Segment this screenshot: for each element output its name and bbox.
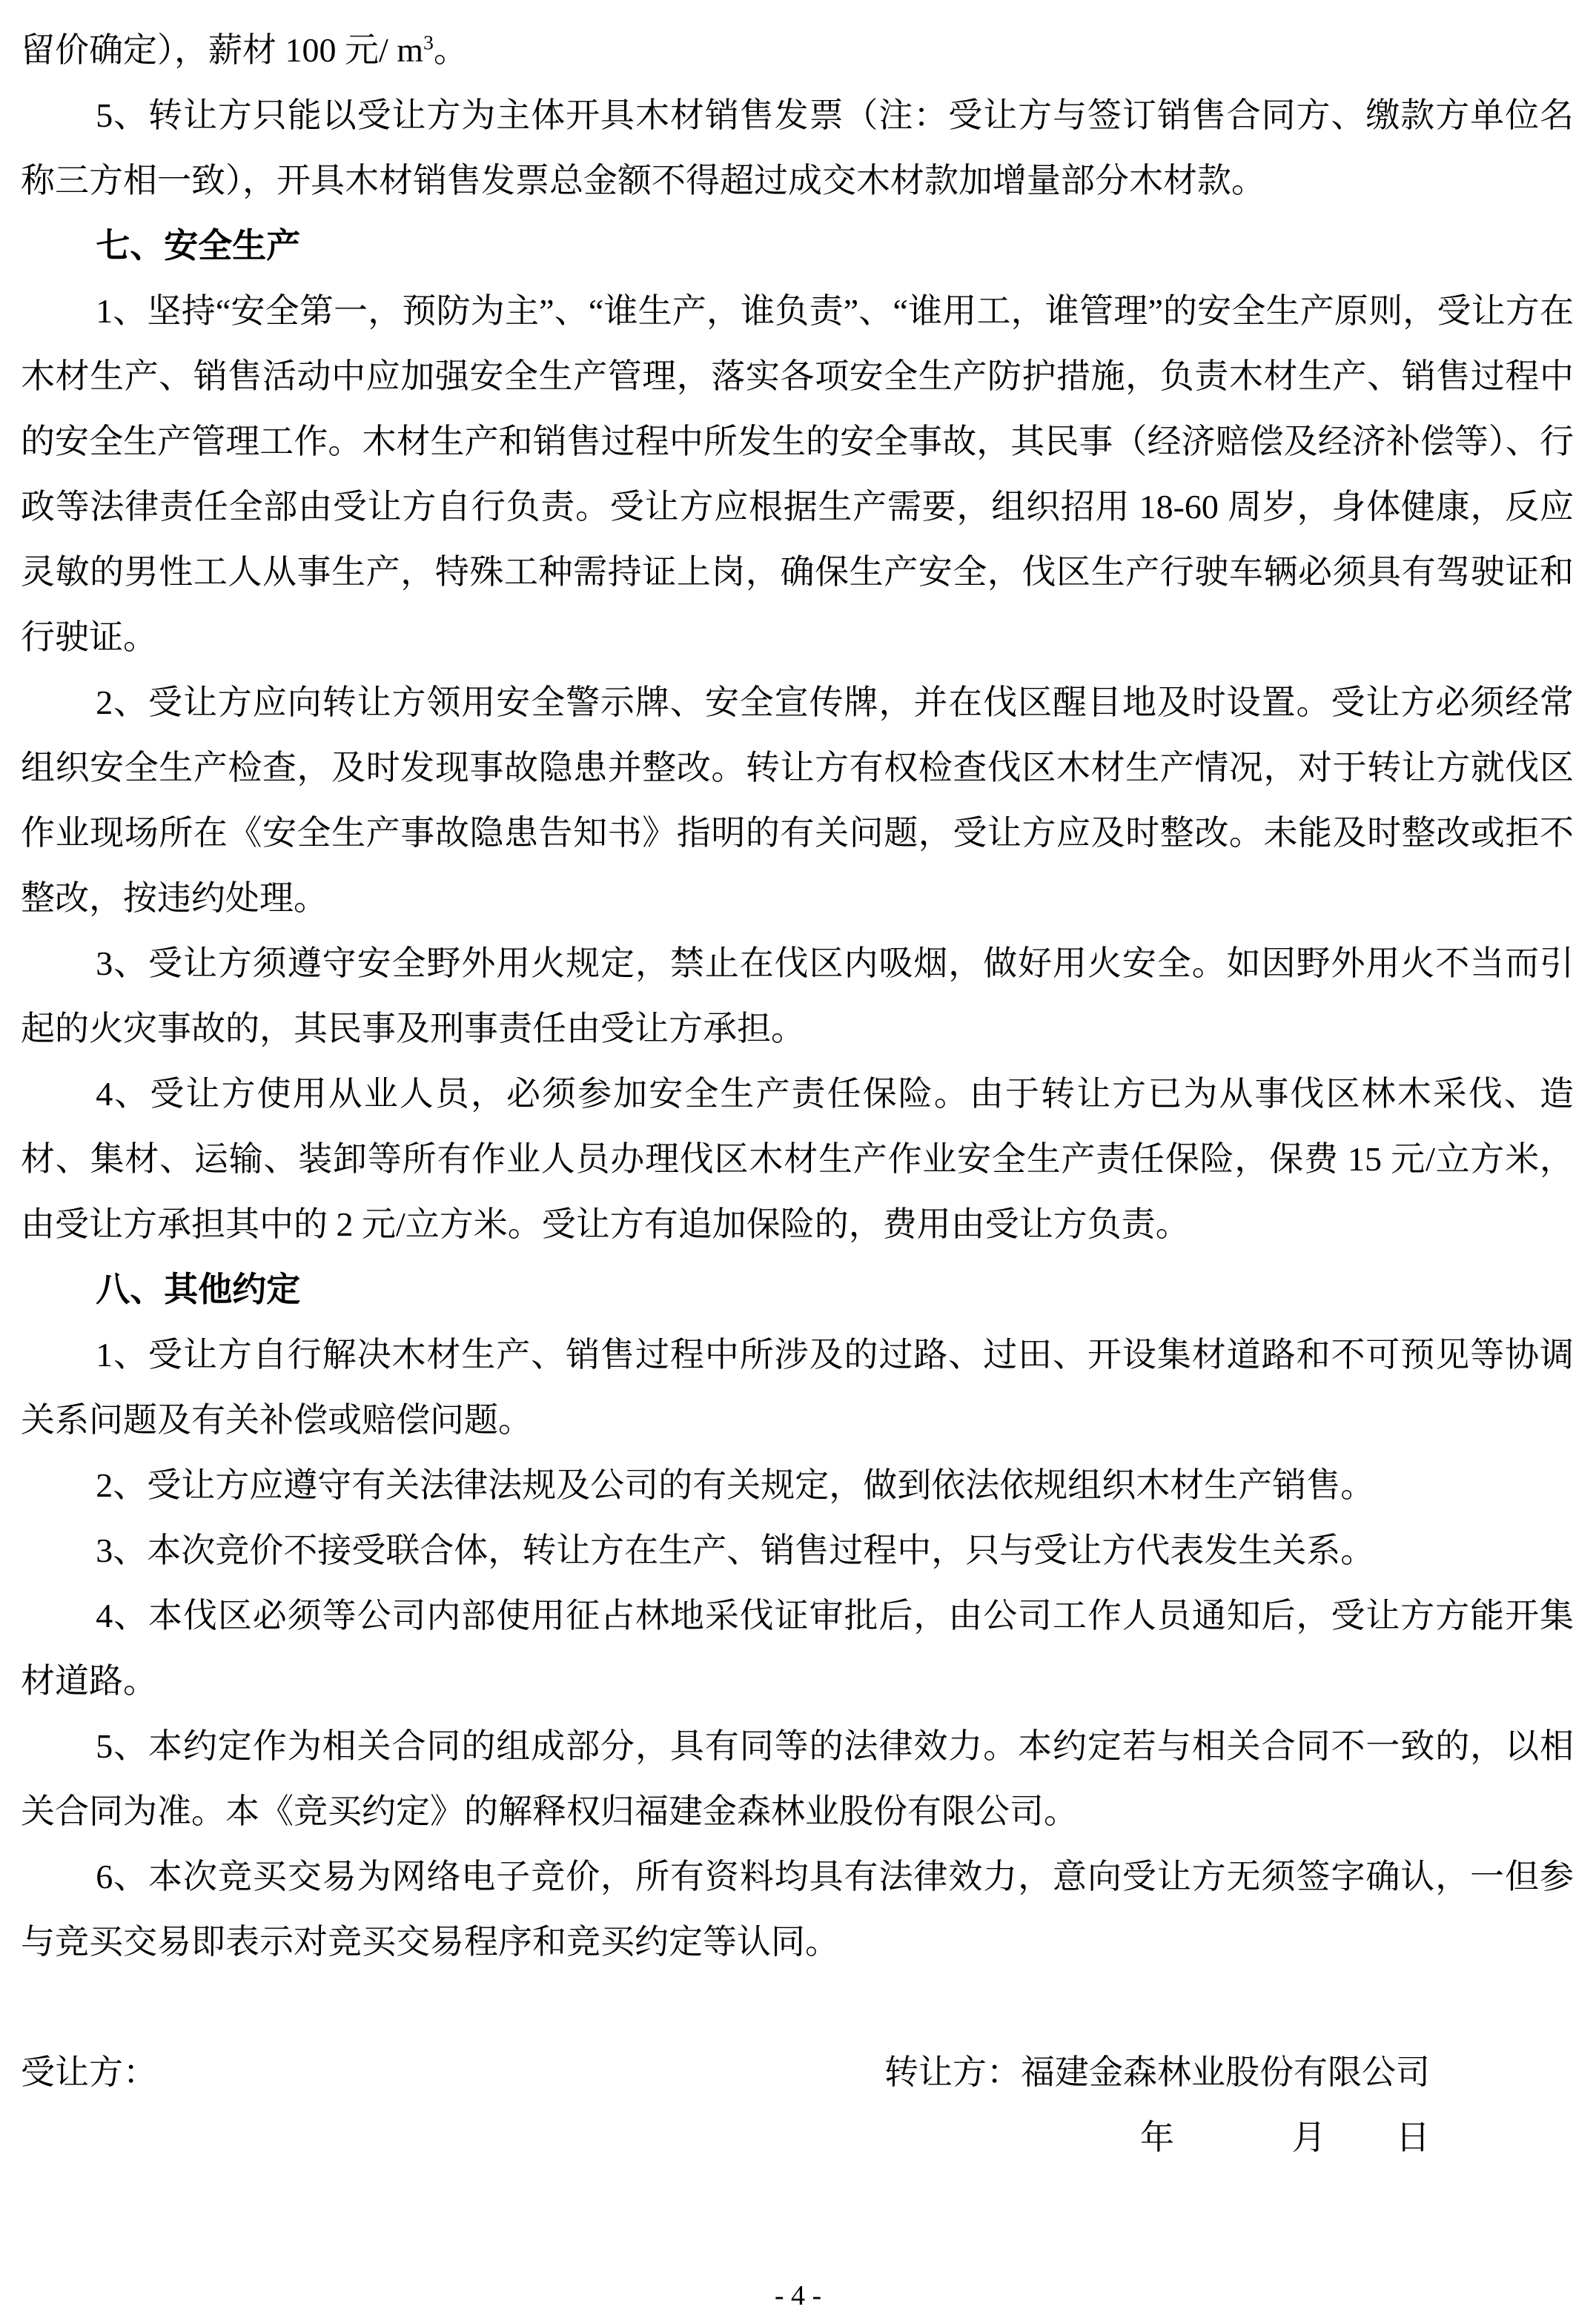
superscript-cubic: 3 [423,30,434,54]
transferee-signature-label: 受让方： [21,2053,157,2091]
paragraph-safety-principle: 1、坚持“安全第一，预防为主”、“谁生产，谁负责”、“谁用工，谁管理”的安全生产原则，受让方在木材生产、销售活动中应加强安全生产管理，落实各项安全生产防护措施，负责木材生产、销售过程中的安全生产管理工作。木材生产和销售过程中所发生的安全事故，其民事（经济赔偿及经济补偿等）、行政等法律责任全部由受让方自行负责。受让方应根据生产需要，组织招用 18-60 周岁，身体健康，反应灵敏的男性工人从事生产，特殊工种需持证上岗，确保生产安全，伐区生产行驶车辆必须具有驾驶证和行驶证。 [21,292,1574,656]
section-heading-safety-production: 七、安全生产 [96,227,301,265]
paragraph-continuation [21,18,1574,83]
signature-block [21,2040,1574,2170]
paragraph-logging-permit: 4、本伐区必须等公司内部使用征占林地采伐证审批后，由公司工作人员通知后，受让方方能开集材道路。 [21,1597,1574,1700]
date-year-label: 年 [1140,2119,1174,2156]
date-line [884,2105,1574,2170]
paragraph-legal-effect: 5、本约定作为相关合同的组成部分，具有同等的法律效力。本约定若与相关合同不一致的，以相关合同为准。本《竞买约定》的解释权归福建金森林业股份有限公司。 [21,1727,1574,1830]
paragraph-fire-safety: 3、受让方须遵守安全野外用火规定，禁止在伐区内吸烟，做好用火安全。如因野外用火不当而引起的火灾事故的，其民事及刑事责任由受让方承担。 [21,944,1574,1047]
date-month-label: 月 [1291,2119,1326,2156]
document-body [21,18,1574,2170]
transferor-signature-area [884,2040,1574,2170]
paragraph-no-consortium: 3、本次竞价不接受联合体，转让方在生产、销售过程中，只与受让方代表发生关系。 [96,1531,1375,1569]
paragraph-insurance: 4、受让方使用从业人员，必须参加安全生产责任保险。由于转让方已为从事伐区林木采伐、造材、集材、运输、装卸等所有作业人员办理伐区木材生产作业安全生产责任保险，保费 15 元/立方米，由受让方承担其中的 2 元/立方米。受让方有追加保险的，费用由受让方负责。 [21,1075,1574,1243]
transferor-signature-line: 转让方：福建金森林业股份有限公司 [884,2053,1430,2091]
paragraph-law-compliance: 2、受让方应遵守有关法律法规及公司的有关规定，做到依法依规组织木材生产销售。 [96,1466,1375,1504]
paragraph-text: 留价确定），薪材 100 元/ m [21,31,424,69]
page-number: - 4 - [774,2280,822,2312]
section-heading-other-agreements: 八、其他约定 [96,1271,301,1308]
paragraph-coordination: 1、受让方自行解决木材生产、销售过程中所涉及的过路、过田、开设集材道路和不可预见等协调关系问题及有关补偿或赔偿问题。 [21,1336,1574,1439]
paragraph-safety-signs: 2、受让方应向转让方领用安全警示牌、安全宣传牌，并在伐区醒目地及时设置。受让方必须经常组织安全生产检查，及时发现事故隐患并整改。转让方有权检查伐区木材生产情况，对于转让方就伐区作业现场所在《安全生产事故隐患告知书》指明的有关问题，受让方应及时整改。未能及时整改或拒不整改，按违约处理。 [21,683,1574,917]
paragraph-text: 。 [433,31,468,69]
paragraph-online-bidding: 6、本次竞买交易为网络电子竞价，所有资料均具有法律效力，意向受让方无须签字确认，一但参与竞买交易即表示对竞买交易程序和竞买约定等认同。 [21,1858,1574,1961]
date-day-label: 日 [1395,2119,1430,2156]
paragraph-invoice-rule: 5、转让方只能以受让方为主体开具木材销售发票（注：受让方与签订销售合同方、缴款方单位名称三方相一致），开具木材销售发票总金额不得超过成交木材款加增量部分木材款。 [21,96,1574,199]
